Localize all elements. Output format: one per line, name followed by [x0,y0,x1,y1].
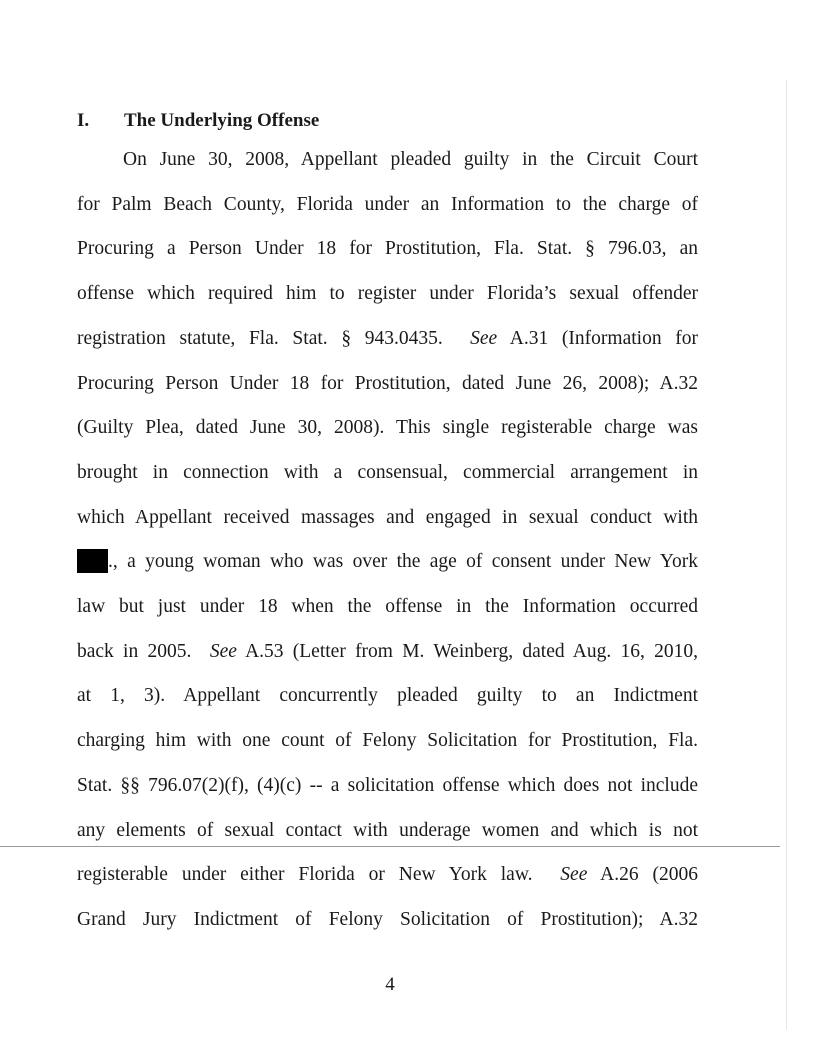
body-line: which Appellant received massages and engaged in sexual conduct with [77,507,698,528]
body-line: law but just under 18 when the offense in the Information occurred [77,596,698,617]
line-text: back in 2005. [77,641,210,662]
body-line [77,862,698,888]
body-line [77,326,698,352]
section-heading [77,108,717,134]
line-text: registration statute, Fla. Stat. § 943.0435. [77,328,471,349]
body-line: brought in connection with a consensual, commercial arrangement in [77,462,698,483]
section-number: I. [77,110,90,131]
page-number: 4 [385,974,395,995]
section-title: The Underlying Offense [124,110,320,131]
line-text: A.26 (2006 [587,864,699,885]
line-text: A.31 (Information for [497,328,698,349]
body-line: Procuring Person Under 18 for Prostitution, dated June 26, 2008); A.32 [77,373,698,394]
body-line: Stat. §§ 796.07(2)(f), (4)(c) -- a solicitation offense which does not include [77,775,698,796]
body-line: On June 30, 2008, Appellant pleaded guilty in the Circuit Court [123,149,698,170]
citation-signal: See [560,864,588,885]
scan-line-divider [0,846,780,847]
line-text: A.53 (Letter from M. Weinberg, dated Aug. 16, 2010, [236,641,699,662]
body-line: at 1, 3). Appellant concurrently pleaded guilty to an Indictment [77,685,698,706]
body-line: Procuring a Person Under 18 for Prostitution, Fla. Stat. § 796.03, an [77,238,698,259]
line-text: ., a young woman who was over the age of consent under New York [108,551,698,572]
body-line: offense which required him to register under Florida’s sexual offender [77,283,698,304]
body-line: any elements of sexual contact with underage women and which is not [77,820,698,841]
body-line: for Palm Beach County, Florida under an Information to the charge of [77,194,698,215]
redaction-block [77,549,108,573]
body-line [77,639,698,665]
body-line: (Guilty Plea, dated June 30, 2008). This single registerable charge was [77,417,698,438]
line-text: registerable under either Florida or New York law. [77,864,561,885]
body-line: Grand Jury Indictment of Felony Solicitation of Prostitution); A.32 [77,909,698,930]
citation-signal: See [470,328,498,349]
body-line [77,549,698,575]
body-line: charging him with one count of Felony Solicitation for Prostitution, Fla. [77,730,698,751]
citation-signal: See [209,641,237,662]
page-edge [786,80,787,1030]
